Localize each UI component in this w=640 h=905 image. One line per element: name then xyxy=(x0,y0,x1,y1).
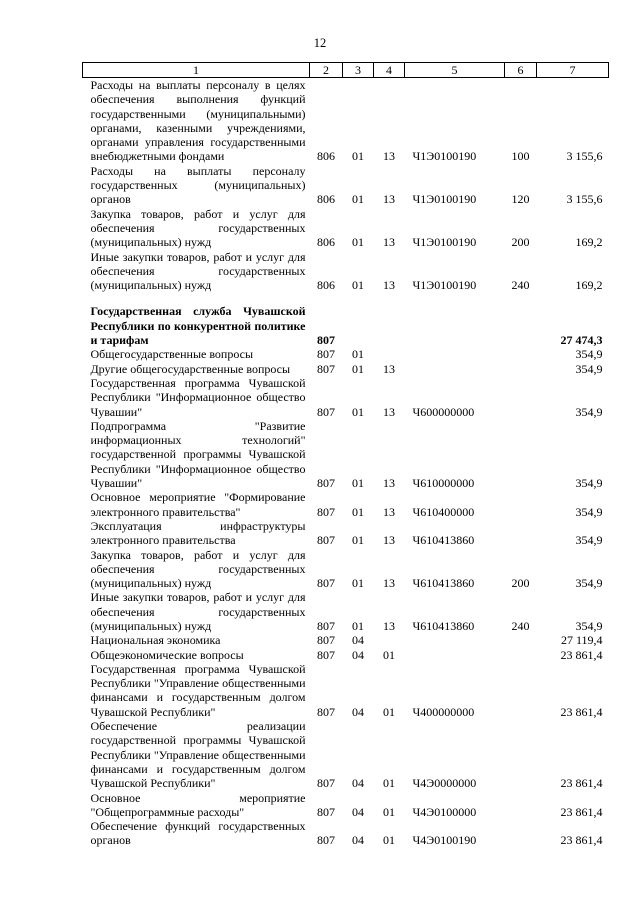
cell-target-article: Ч1Э0100190 xyxy=(412,192,477,207)
cell-admin-code: 807 xyxy=(317,647,335,662)
cell-admin-code: 806 xyxy=(317,192,335,207)
cell-admin-code: 807 xyxy=(317,404,335,419)
cell-target-article: Ч400000000 xyxy=(412,704,475,719)
cell-section: 04 xyxy=(352,633,364,648)
cell-expense-type: 100 xyxy=(511,149,530,164)
cell-subsection: 13 xyxy=(383,618,395,633)
cell-admin-code: 807 xyxy=(317,476,335,491)
cell-name: Общеэкономические вопросы xyxy=(90,647,244,662)
cell-expense-type: 240 xyxy=(511,618,530,633)
cell-expense-type xyxy=(505,819,537,848)
cell-section: 04 xyxy=(352,776,364,791)
cell-subsection xyxy=(374,633,405,647)
cell-admin-code: 807 xyxy=(317,618,335,633)
cell-expense-type xyxy=(505,719,537,790)
cell-amount: 354,9 xyxy=(575,576,603,591)
cell-admin-code: 807 xyxy=(317,347,335,362)
spacer-row xyxy=(83,292,609,304)
table-body xyxy=(83,78,609,848)
cell-expense-type xyxy=(505,362,537,376)
cell-name: Расходы на выплаты персоналу государственных (муниципальных) органов xyxy=(90,163,306,207)
table-row xyxy=(83,519,609,548)
cell-amount: 169,2 xyxy=(575,278,603,293)
cell-name: Эксплуатация инфраструктуры электронного правительства xyxy=(90,518,306,548)
cell-name: Иные закупки товаров, работ и услуг для обеспечения государственных (муниципальных) нужд xyxy=(90,249,306,293)
cell-amount: 354,9 xyxy=(575,361,603,376)
table-row xyxy=(83,819,609,848)
cell-target-article xyxy=(405,648,505,662)
cell-name: Обеспечение реализации государственной программы Чувашской Республики "Управление общественными финансами и государственным долгом Чувашской Республики" xyxy=(90,719,306,791)
cell-subsection: 13 xyxy=(383,576,395,591)
cell-amount: 354,9 xyxy=(575,533,603,548)
table-row xyxy=(83,719,609,790)
cell-target-article: Ч1Э0100190 xyxy=(412,149,477,164)
cell-section: 01 xyxy=(352,476,364,491)
cell-admin-code: 807 xyxy=(317,776,335,791)
cell-admin-code: 806 xyxy=(317,149,335,164)
cell-admin-code: 807 xyxy=(317,576,335,591)
cell-expense-type: 120 xyxy=(511,192,530,207)
cell-target-article: Ч610400000 xyxy=(412,504,475,519)
spacer-cell xyxy=(83,292,609,304)
table-row xyxy=(83,490,609,519)
cell-expense-type xyxy=(505,304,537,347)
cell-name: Закупка товаров, работ и услуг для обеспечения государственных (муниципальных) нужд xyxy=(90,206,306,250)
cell-amount: 23 861,4 xyxy=(560,776,603,791)
table-row xyxy=(83,304,609,347)
cell-name: Закупка товаров, работ и услуг для обеспечения государственных (муниципальных) нужд xyxy=(90,547,306,591)
table-row xyxy=(83,590,609,633)
cell-name: Расходы на выплаты персоналу в целях обеспечения выполнения функций государственными (муниципальными) органами, казенными учреждениями, органами управления государственными внебюджетными фондами xyxy=(90,78,306,164)
cell-target-article: Ч1Э0100190 xyxy=(412,235,477,250)
cell-subsection: 13 xyxy=(383,361,395,376)
cell-amount: 27 474,3 xyxy=(560,333,603,348)
cell-expense-type: 240 xyxy=(511,278,530,293)
cell-subsection: 13 xyxy=(383,476,395,491)
cell-subsection: 13 xyxy=(383,278,395,293)
cell-subsection: 01 xyxy=(383,647,395,662)
cell-expense-type xyxy=(505,662,537,719)
cell-admin-code: 807 xyxy=(317,333,335,348)
table-header-row xyxy=(83,63,609,78)
cell-target-article: Ч600000000 xyxy=(412,404,475,419)
cell-expense-type xyxy=(505,347,537,361)
table-row xyxy=(83,648,609,662)
cell-admin-code: 807 xyxy=(317,361,335,376)
cell-name: Другие общегосударственные вопросы xyxy=(90,361,291,376)
cell-subsection: 01 xyxy=(383,704,395,719)
column-header-4: 4 xyxy=(374,63,405,78)
cell-expense-type xyxy=(505,419,537,490)
cell-section xyxy=(343,304,374,347)
cell-amount: 23 861,4 xyxy=(560,647,603,662)
cell-amount: 23 861,4 xyxy=(560,804,603,819)
table-row xyxy=(83,419,609,490)
cell-section: 04 xyxy=(352,704,364,719)
cell-amount: 354,9 xyxy=(575,504,603,519)
cell-amount: 354,9 xyxy=(575,404,603,419)
cell-target-article xyxy=(405,304,505,347)
table-row xyxy=(83,662,609,719)
cell-expense-type xyxy=(505,376,537,419)
cell-name: Государственная программа Чувашской Республики "Информационное общество Чувашии" xyxy=(90,375,306,419)
cell-subsection: 13 xyxy=(383,404,395,419)
cell-amount: 169,2 xyxy=(575,235,603,250)
cell-section: 01 xyxy=(352,192,364,207)
cell-subsection: 13 xyxy=(383,149,395,164)
table-row xyxy=(83,376,609,419)
budget-table xyxy=(82,62,609,848)
cell-section: 01 xyxy=(352,278,364,293)
cell-amount: 354,9 xyxy=(575,347,603,362)
table-row xyxy=(83,633,609,647)
cell-target-article xyxy=(405,362,505,376)
cell-subsection xyxy=(374,304,405,347)
cell-target-article xyxy=(405,633,505,647)
cell-subsection: 13 xyxy=(383,235,395,250)
table-row xyxy=(83,78,609,164)
cell-expense-type: 200 xyxy=(511,235,530,250)
cell-section: 01 xyxy=(352,576,364,591)
cell-target-article: Ч4Э0100190 xyxy=(412,833,477,848)
column-header-6: 6 xyxy=(505,63,537,78)
cell-section: 01 xyxy=(352,235,364,250)
cell-amount: 23 861,4 xyxy=(560,833,603,848)
cell-amount: 354,9 xyxy=(575,476,603,491)
cell-admin-code: 807 xyxy=(317,833,335,848)
cell-subsection: 01 xyxy=(383,804,395,819)
cell-admin-code: 807 xyxy=(317,633,335,648)
column-header-1: 1 xyxy=(83,63,310,78)
cell-expense-type xyxy=(505,519,537,548)
table-row xyxy=(83,207,609,250)
cell-admin-code: 807 xyxy=(317,504,335,519)
cell-name: Национальная экономика xyxy=(90,633,221,648)
column-header-5: 5 xyxy=(405,63,505,78)
cell-subsection: 01 xyxy=(383,776,395,791)
page-number: 12 xyxy=(313,36,327,50)
cell-admin-code: 807 xyxy=(317,804,335,819)
cell-target-article xyxy=(405,347,505,361)
cell-subsection xyxy=(374,347,405,361)
cell-section: 01 xyxy=(352,404,364,419)
cell-name: Иные закупки товаров, работ и услуг для обеспечения государственных (муниципальных) нужд xyxy=(90,590,306,633)
column-header-3: 3 xyxy=(343,63,374,78)
table-row xyxy=(83,791,609,820)
cell-amount: 27 119,4 xyxy=(560,633,603,648)
cell-amount: 3 155,6 xyxy=(566,192,603,207)
cell-admin-code: 807 xyxy=(317,533,335,548)
cell-expense-type xyxy=(505,490,537,519)
cell-expense-type: 200 xyxy=(511,576,530,591)
table-row xyxy=(83,362,609,376)
cell-subsection: 13 xyxy=(383,192,395,207)
cell-target-article: Ч610413860 xyxy=(412,576,475,591)
cell-target-article: Ч610413860 xyxy=(412,618,475,633)
cell-expense-type xyxy=(505,791,537,820)
cell-section: 01 xyxy=(352,504,364,519)
table-row xyxy=(83,548,609,591)
table-row xyxy=(83,347,609,361)
column-header-7: 7 xyxy=(537,63,609,78)
table-row xyxy=(83,250,609,293)
cell-admin-code: 807 xyxy=(317,704,335,719)
cell-section: 01 xyxy=(352,618,364,633)
cell-amount: 23 861,4 xyxy=(560,704,603,719)
cell-subsection: 13 xyxy=(383,533,395,548)
cell-section: 01 xyxy=(352,347,364,362)
cell-subsection: 13 xyxy=(383,504,395,519)
cell-section: 01 xyxy=(352,361,364,376)
cell-section: 04 xyxy=(352,833,364,848)
cell-section: 01 xyxy=(352,533,364,548)
cell-section: 01 xyxy=(352,149,364,164)
column-header-2: 2 xyxy=(310,63,343,78)
cell-target-article: Ч4Э0000000 xyxy=(412,776,477,791)
cell-name: Основное мероприятие "Общепрограммные расходы" xyxy=(90,790,306,819)
cell-name: Государственная программа Чувашской Республики "Управление общественными финансами и государственным долгом Чувашской Республики" xyxy=(90,661,306,719)
cell-target-article: Ч4Э0100000 xyxy=(412,804,477,819)
cell-name: Подпрограмма "Развитие информационных технологий" государственной программы Чувашской Республики "Информационное общество Чувашии" xyxy=(90,418,306,491)
cell-section: 04 xyxy=(352,647,364,662)
cell-name: Основное мероприятие "Формирование электронного правительства" xyxy=(90,490,306,519)
cell-name: Государственная служба Чувашской Республики по конкурентной политике и тарифам xyxy=(90,304,306,348)
cell-admin-code: 806 xyxy=(317,278,335,293)
cell-section: 04 xyxy=(352,804,364,819)
cell-amount: 354,9 xyxy=(575,618,603,633)
table-row xyxy=(83,164,609,207)
cell-subsection: 01 xyxy=(383,833,395,848)
cell-expense-type xyxy=(505,633,537,647)
cell-amount: 3 155,6 xyxy=(566,149,603,164)
cell-target-article: Ч1Э0100190 xyxy=(412,278,477,293)
cell-admin-code: 806 xyxy=(317,235,335,250)
cell-name: Обеспечение функций государственных органов xyxy=(90,819,306,848)
cell-expense-type xyxy=(505,648,537,662)
cell-name: Общегосударственные вопросы xyxy=(90,347,254,362)
cell-target-article: Ч610000000 xyxy=(412,476,475,491)
cell-target-article: Ч610413860 xyxy=(412,533,475,548)
